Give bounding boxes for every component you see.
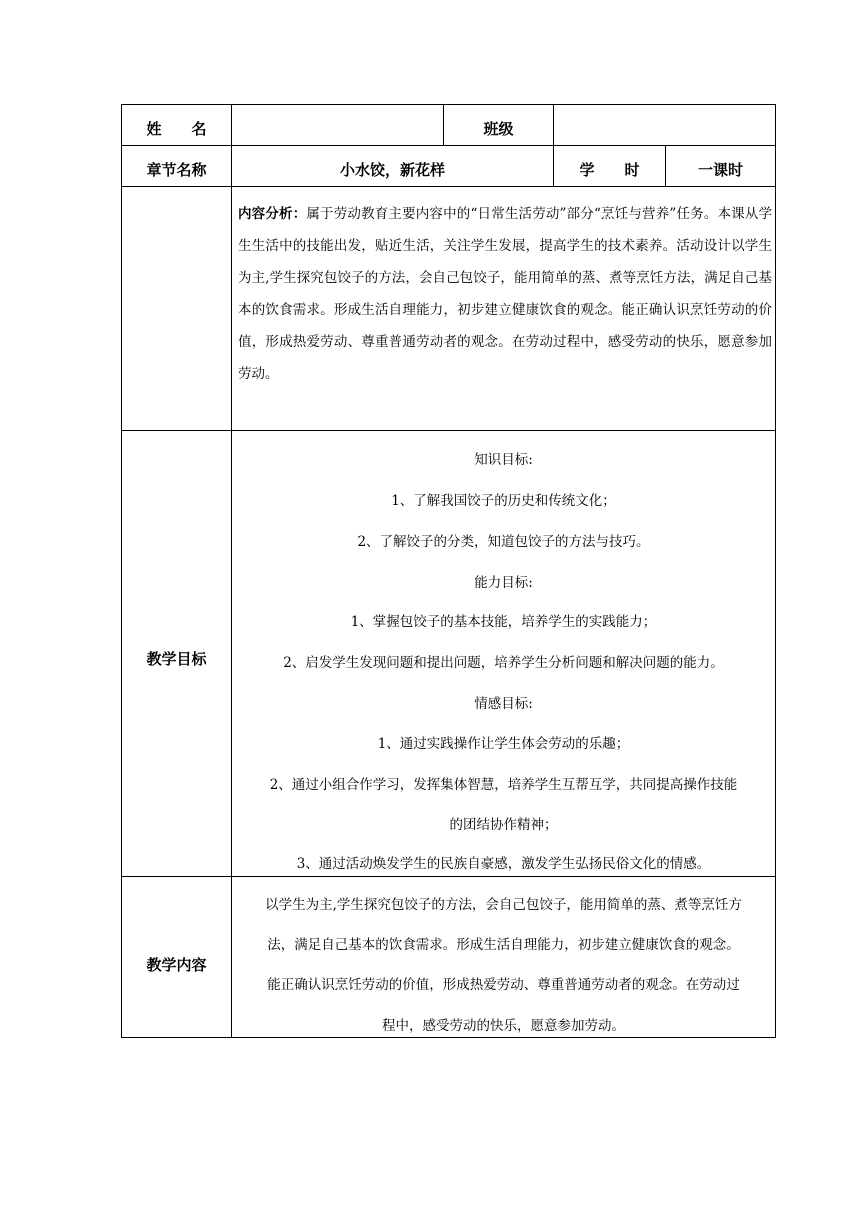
chapter-label: 章节名称 [146,161,207,179]
name-label: 姓 名 [146,120,207,138]
emotion-item-3: 3、通过活动焕发学生的民族自豪感，激发学生弘扬民俗文化的情感。 [296,856,711,872]
knowledge-item-2: 2、了解饺子的分类，知道包饺子的方法与技巧。 [357,534,650,550]
name-field[interactable] [232,105,443,145]
knowledge-title: 知识目标: [474,452,533,468]
content-analysis [238,198,772,390]
emotion-item-1: 1、通过实践操作让学生体会劳动的乐趣； [377,736,630,752]
ability-title: 能力目标: [474,575,533,591]
emotion-item-2a: 2、通过小组合作学习，发挥集体智慧，培养学生互帮互学，共同提高操作技能 [269,777,738,793]
content-line-3: 能正确认识烹饪劳动的价值，形成热爱劳动、尊重普通劳动者的观念。在劳动过 [267,977,740,993]
chapter-value: 小水饺，新花样 [339,161,445,179]
hours-label: 学 时 [579,161,640,179]
objectives-label: 教学目标 [146,650,207,668]
class-field[interactable] [554,105,775,145]
content-label: 教学内容 [146,956,207,974]
emotion-title: 情感目标: [474,696,533,712]
emotion-item-2b: 的团结协作精神； [449,817,558,833]
hours-value: 一课时 [697,161,743,179]
class-label: 班级 [483,120,514,138]
content-analysis-text: 属于劳动教育主要内容中的“日常生活劳动”部分“烹饪与营养”任务。本课从学生生活中的技能出发，贴近生活，关注学生发展，提高学生的技术素养。活动设计以学生为主,学生探究包饺子的方法，会自己包饺子，能用简单的蒸、煮等烹饪方法，满足自己基本的饮食需求。形成生活自理能力，初步建立健康饮食的观念。能正确认识烹饪劳动的价值，形成热爱劳动、尊重普通劳动者的观念。在劳动过程中，感受劳动的快乐，愿意参加劳动。 [238,206,773,382]
ability-item-1: 1、掌握包饺子的基本技能，培养学生的实践能力； [350,614,657,630]
content-analysis-heading: 内容分析： [238,206,307,222]
content-line-2: 法，满足自己基本的饮食需求。形成生活自理能力，初步建立健康饮食的观念。 [267,937,740,953]
knowledge-item-1: 1、了解我国饺子的历史和传统文化； [391,493,616,509]
content-line-4: 程中，感受劳动的快乐，愿意参加劳动。 [382,1018,625,1034]
ability-item-2: 2、启发学生发现问题和提出问题，培养学生分析问题和解决问题的能力。 [283,655,724,671]
content-line-1: 以学生为主,学生探究包饺子的方法，会自己包饺子，能用简单的蒸、煮等烹饪方 [265,897,742,913]
